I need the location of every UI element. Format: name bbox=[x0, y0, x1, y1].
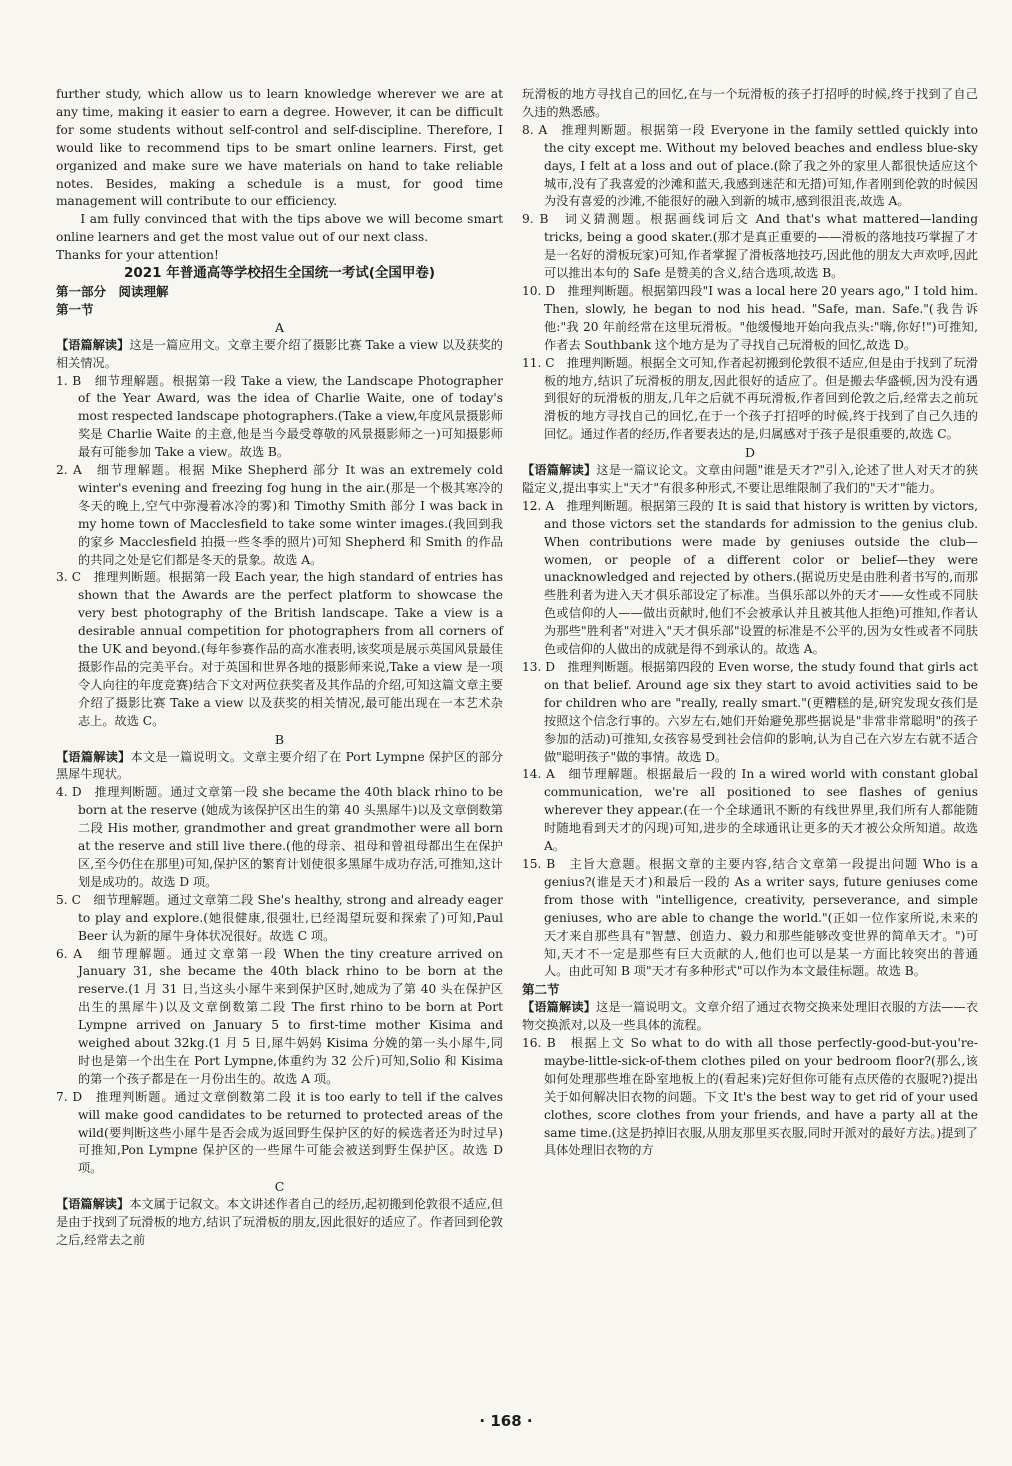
answer-item: 12. A 推理判断题。根据第三段的 It is said that history is written by victors, and those victors set the standards for admission to the genius club. When contributions were made by geniuses outside the club—women, or people of a different color or belief—they were unacknowledged and rejected by others.(据说历史是由胜利者书写的,而那些胜利者为进入天才俱乐部设定了标准。当俱乐部以外的天才——女性或不同肤色或信仰的人——做出贡献时,他们不会被承认并且被其他人拒绝)可推知,作者认为那些"胜利者"对进入"天才俱乐部"设置的标准是不公平的,因为女性或者不同肤色或信仰的人做出的成就是得不到承认的。故选 A。 bbox=[522, 498, 978, 657]
passage-letter: B bbox=[274, 731, 285, 747]
answer-item: 6. A 细节理解题。通过文章第一段 When the tiny creature arrived on January 31, she became the 40th black rhino to be born at the reserve.(1 月 31 日,当这头小犀牛来到保护区时,她成为了第 40 头在保护区出生的黑犀牛)以及文章倒数第二段 The first rhino to be born at Port Lympne arrived on January 5 to first-time mother Kisima and weighed about 32kg.(1 月 5 日,犀牛妈妈 Kisima 分娩的第一头小犀牛,同时也是第一个出生在 Port Lympne,体重约为 32 公斤)可知,Solio 和 Kisima 的第一个孩子都是在一月份出生的。故选 A 项。 bbox=[56, 946, 503, 1086]
analysis-text: 本文属于记叙文。本文讲述作者自己的经历,起初搬到伦敦很不适应,但是由于找到了玩滑板的地方,结识了玩滑板的朋友,因此很好的适应了。作者回到伦敦之后,经常去之前 bbox=[56, 1197, 504, 1247]
passage-analysis bbox=[522, 462, 978, 498]
section-heading: 第二节 bbox=[522, 982, 560, 998]
analysis-text: 这是一篇议论文。文章由问题"谁是天才?"引入,论述了世人对天才的狭隘定义,提出事实上"天才"有很多种形式,不要让思维限制了我们的"天才"能力。 bbox=[522, 463, 979, 495]
answer-item: 3. C 推理判断题。根据第一段 Each year, the high standard of entries has shown that the Awards are the perfect platform to showcase the very best photography of the British landscape. Take a view is a desirable annual competition for photographers from all corners of the UK and beyond.(每年参赛作品的高水准表明,该奖项是展示英国风景最佳摄影作品的完美平台。对于英国和世界各地的摄影师来说,Take a view 是一项令人向往的年度竞赛)结合下文对两位获奖者及其作品的介绍,可知这篇文章主要介绍了摄影比赛 Take a view 以及获奖的相关情况,最可能出现在一本艺术杂志上。故选 C。 bbox=[56, 570, 503, 728]
essay-paragraph: further study, which allow us to learn knowledge wherever we are at any time, making it easier to earn a degree. However, it can be difficult for some students without self-control and self-discipline. Therefore, I would like to recommend tips to be smart online learners. First, get organized and make sure we have materials on hand to take reliable notes. Besides, making a schedule is a must, for good time management will contribute to our efficiency. bbox=[56, 87, 503, 209]
passage-letter: A bbox=[274, 319, 285, 335]
answer-item: 10. D 推理判断题。根据第四段"I was a local here 20 years ago," I told him. Then, slowly, he began to nod his head. "Safe, man. Safe."(我告诉他:"我 20 年前经常在这里玩滑板。"他缓慢地开始向我点头:"嗨,你好!")可推知,作者去 Southbank 这个地方是为了寻找自己玩滑板的回忆,故选 D。 bbox=[522, 283, 978, 352]
answer-item: 4. D 推理判断题。通过文章第一段 she became the 40th black rhino to be born at the reserve (她成为该保护区出生的第 40 头黑犀牛)以及文章倒数第二段 His mother, grandmother and great grandmother were all born at the reserve and still live there.(他的母亲、祖母和曾祖母都出生在保护区,至今仍住在那里)可知,保护区的繁育计划使很多黑犀牛成功存活,可推知,这计划是成功的。故选 D 项。 bbox=[56, 785, 503, 889]
left-column bbox=[56, 86, 503, 1250]
analysis-text: 这是一篇应用文。文章主要介绍了摄影比赛 Take a view 以及获奖的相关情况。 bbox=[56, 337, 503, 370]
analysis-tag: 【语篇解读】 bbox=[56, 749, 131, 764]
passage-letter: D bbox=[744, 445, 756, 461]
essay-closing: Thanks for your attention! bbox=[56, 248, 219, 263]
answer-item: 14. A 细节理解题。根据最后一段的 In a wired world with constant global communication, we're all positioned to see flashes of genius wherever they appear.(在一个全球通讯不断的有线世界里,我们所有人都能随时随地看到天才的闪现)可知,进步的全球通讯让更多的天才被公众所知道。故选 A。 bbox=[522, 767, 978, 854]
analysis-text: 这是一篇说明文。文章介绍了通过衣物交换来处理旧衣服的方法——衣物交换派对,以及一些具体的流程。 bbox=[522, 1000, 979, 1033]
passage-letter: C bbox=[274, 1179, 285, 1195]
answer-item: 16. B 根据上文 So what to do with all those perfectly-good-but-you're-maybe-little-sick-of-them clothes piled on your bedroom floor?(那么,该如何处理那些堆在卧室地板上的(看起来)完好但你可能有点厌倦的衣服呢?)提出关于如何解决旧衣物的问题。下文 It's the best way to get rid of your used clothes, score clothes from your friends, and have a party all at the same time.(这是扔掉旧衣服,从朋友那里买衣服,同时开派对的最好方法。)提到了具体处理旧衣物的方 bbox=[522, 1036, 978, 1158]
analysis-tag: 【语篇解读】 bbox=[522, 463, 597, 478]
answer-item: 11. C 推理判断题。根据全文可知,作者起初搬到伦敦很不适应,但是由于找到了玩滑板的地方,结识了玩滑板的朋友,因此很好的适应了。但是搬去华盛顿,因为没有遇到很好的玩滑板的朋友,几年之后就不再玩滑板,作者回到伦敦之后,经常去之前玩滑板的地方寻找自己的回忆,在于一个孩子打招呼的时候,终于找到了自己久违的回忆。通过作者的经历,作者要表达的是,归属感对于孩子是很重要的,故选 C。 bbox=[522, 355, 978, 442]
answer-item: 13. D 推理判断题。根据第四段的 Even worse, the study found that girls act on that belief. Around age six they start to avoid activities said to be for children who are "really, really smart."(更糟糕的是,研究发现女孩们是按照这个信念行事的。六岁左右,她们开始避免那些据说是"非常非常聪明"的孩子参加的活动)可推知,女孩容易受到社会信仰的影响,认为自己在六岁左右就不适合做"聪明孩子"做的事情。故选 D。 bbox=[522, 660, 978, 764]
passage-analysis bbox=[56, 749, 503, 785]
section-heading: 第一节 bbox=[56, 301, 94, 317]
answer-item: 2. A 细节理解题。根据 Mike Shepherd 部分 It was an extremely cold winter's evening and freezing fog hung in the air.(那是一个极其寒冷的冬天的晚上,空气中弥漫着冰冷的雾)和 Timothy Smith 部分 I was back in my home town of Macclesfield to take some winter images.(我回到我的家乡 Macclesfield 拍摄一些冬季的照片)可知 Shepherd 和 Smith 的作品的共同之处是它们都是冬天的景象。故选 A。 bbox=[56, 463, 503, 567]
answer-item: 1. B 细节理解题。根据第一段 Take a view, the Landscape Photographer of the Year Award, was the idea of Charlie Waite, one of today's most respected landscape photographers.(Take a view,年度风景摄影师奖是 Charlie Waite 的主意,他是当今最受尊敬的风景摄影师之一)可知摄影师最有可能参加 Take a view。故选 B。 bbox=[56, 373, 503, 460]
exam-title: 2021 年普通高等学校招生全国统一考试(全国甲卷) bbox=[123, 265, 436, 282]
answer-item: 5. C 细节理解题。通过文章第二段 She's healthy, strong and already eager to play and explore.(她很健康,很强壮,已经渴望玩耍和探索了)可知,Paul Beer 认为新的犀牛身体状况很好。故选 C 项。 bbox=[56, 892, 503, 943]
part-heading: 第一部分 阅读理解 bbox=[56, 283, 169, 299]
analysis-tag: 【语篇解读】 bbox=[56, 337, 130, 352]
passage-analysis bbox=[522, 999, 978, 1035]
analysis-tag: 【语篇解读】 bbox=[56, 1197, 130, 1212]
passage-analysis bbox=[56, 337, 503, 373]
essay-paragraph: I am fully convinced that with the tips above we will become smart online learners and get the most value out of our next class. bbox=[56, 212, 503, 245]
page-number: · 168 · bbox=[479, 1412, 533, 1430]
answer-item: 9. B 词义猜测题。根据画线词后文 And that's what mattered—landing tricks, being a good skater.(那才是真正重要的——滑板的落地技巧掌握了才是一名好的滑板玩家)可知,作者掌握了滑板落地技巧,因此他的朋友大声欢呼,因此可以推出本句的 Safe 是赞美的含义,结合选项,故选 B。 bbox=[522, 212, 978, 281]
passage-analysis bbox=[56, 1196, 503, 1250]
answer-item: 15. B 主旨大意题。根据文章的主要内容,结合文章第一段提出问题 Who is a genius?(谁是天才)和最后一段的 As a writer says, future geniuses come from those with "intelligence, creativity, perseverance, and simple geniuses, who are able to change the world."(正如一位作家所说,未来的天才来自那些具有"智慧、创造力、毅力和那些能够改变世界的简单天才。")可知,天才不一定是那些有巨大贡献的人,他们也可以是某一方面比较突出的普通人。由此可知 B 项"天才有多种形式"可以作为本文最佳标题。故选 B。 bbox=[522, 856, 978, 979]
analysis-continuation: 玩滑板的地方寻找自己的回忆,在与一个玩滑板的孩子打招呼的时候,终于找到了自己久违的熟悉感。 bbox=[522, 87, 978, 119]
answer-item: 7. D 推理判断题。通过文章倒数第二段 it is too early to tell if the calves will make good candidates to be returned to protected areas of the wild(要判断这些小犀牛是否会成为返回野生保护区的好的候选者还为时过早)可推知,Pon Lympne 保护区的一些犀牛可能会被送到野生保护区。故选 D 项。 bbox=[56, 1089, 503, 1176]
answer-item: 8. A 推理判断题。根据第一段 Everyone in the family settled quickly into the city except me. Without my beloved beaches and endless blue-sky days, I felt at a loss and out of place.(除了我之外的家里人都很快适应这个城市,没有了我喜爱的沙滩和蓝天,我感到迷茫和无措)可知,作者刚到伦敦的时候因为没有喜爱的沙滩,不能很好的融入到新的城市,感到很沮丧,故选 A。 bbox=[522, 122, 978, 209]
analysis-text: 本文是一篇说明文。文章主要介绍了在 Port Lympne 保护区的部分黑犀牛现状。 bbox=[56, 749, 504, 782]
right-column bbox=[522, 86, 978, 1160]
analysis-tag: 【语篇解读】 bbox=[522, 1000, 596, 1015]
